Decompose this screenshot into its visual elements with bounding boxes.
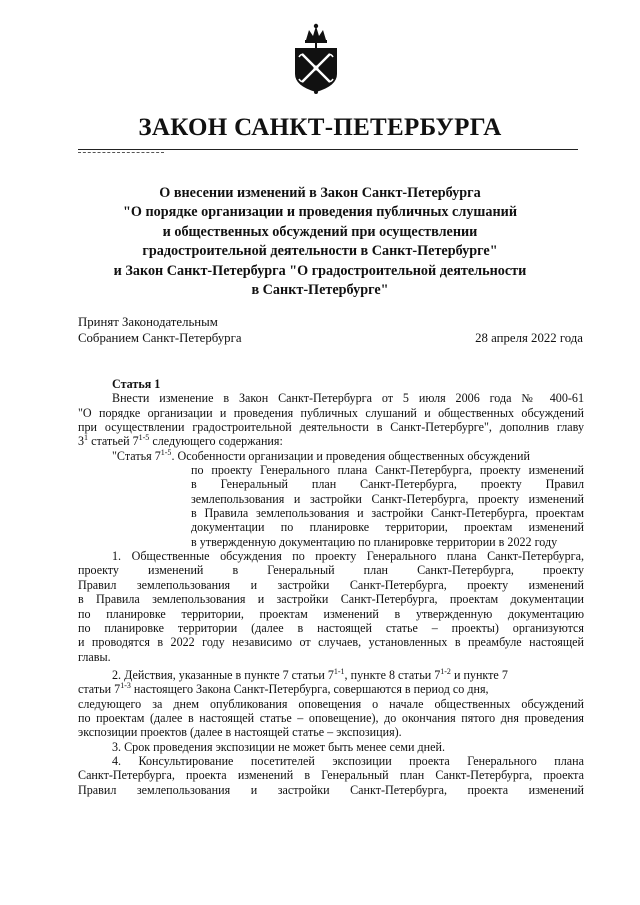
text-line: и проводятся в 2022 году независимо от случаев, установленных в преамбуле настоящей [78,635,584,650]
law-title: ЗАКОН САНКТ-ПЕТЕРБУРГА [138,114,502,141]
text-line: в Правила землепользования и застройки Санкт-Петербурга, проектам документации [78,592,584,607]
text-line: Правил землепользования и застройки Санкт-Петербурга, проекту изменений [78,577,584,592]
text-line: проекту изменений в Генеральный план Санкт-Петербурга, проекту [78,563,584,578]
text-line: следующего за днем опубликования оповещения о начале общественных обсуждений [78,696,584,711]
subject-line: "О порядке организации и проведения публичных слушаний [122,204,517,221]
text-line: 3. Срок проведения экспозиции не может быть менее семи дней. [112,739,445,754]
quote-line: по проекту Генерального плана Санкт-Петербурга, проекту изменений [191,463,584,478]
text-line: при осуществлении градостроительной деятельности в Санкт-Петербурге", дополнив главу [78,420,584,435]
quote-line: в утвержденную документацию по планировке территории в 2022 году [191,534,558,549]
law-subject-heading [90,184,550,300]
title-dashed-rule [78,152,164,153]
quote-line: в Генеральный план Санкт-Петербурга, проекту Правил [191,477,584,492]
spb-coat-of-arms-icon [289,22,343,96]
text-line: Правил землепользования и застройки Санкт-Петербурга, проекта изменений [78,782,584,797]
quote-line: в Правила землепользования и застройки Санкт-Петербурга, проектам [191,506,584,521]
adoption-line: Собранием Санкт-Петербурга [78,331,242,345]
subject-line: О внесении изменений в Закон Санкт-Петербурга [159,185,481,201]
article-body [78,377,584,797]
text-line: "О порядке организации и проведения публичных слушаний и общественных обсуждений [78,405,584,420]
adoption-line: Принят Законодательным [78,315,218,329]
text-line: Внести изменение в Закон Санкт-Петербурга от 5 июля 2006 года № 400-61 [112,391,584,406]
text-line: 2. Действия, указанные в пункте 7 статьи 7$^{1-1}$, пункте 8 статьи 7$^{1-2}$ и пункте 7 [112,666,508,682]
subject-line: градостроительной деятельности в Санкт-Петербурге" [142,243,498,260]
text-line: Санкт-Петербурга, проекта изменений в Генеральный план Санкт-Петербурга, проекта [78,768,584,783]
text-line: главы. [78,649,111,664]
text-line: по проектам (далее в настоящей статье – оповещение), до окончания пятого дня проведения [78,710,584,725]
adoption-statement [78,314,242,346]
quote-line: "Статья 7$^{1-5}$. Особенности организации и проведения общественных обсуждений [112,447,530,463]
text-line: $3^1$ статьей 7$^{1-5}$ следующего содержания: [78,433,283,449]
quote-line: землепользования и застройки Санкт-Петербурга, проекту изменений [191,491,584,506]
subject-line: и общественных обсуждений при осуществлении [162,223,478,240]
text-line: по планировке территории, проектам изменений в утвержденную документацию [78,606,584,621]
article-heading: Статья 1 [112,377,161,391]
text-line: экспозиции проектов (далее в настоящей статье – экспозиция). [78,725,402,740]
text-line: 4. Консультирование посетителей экспозиции проекта Генерального плана [112,753,584,768]
text-line: 1. Общественные обсуждения по проекту Генерального плана Санкт-Петербурга, [112,549,584,564]
subject-line: и Закон Санкт-Петербурга "О градостроительной деятельности [113,262,527,279]
quote-line: документации по планировке территории, проектам изменений [191,520,584,535]
text-line: статьи 7$^{1-3}$ настоящего Закона Санкт-Петербурга, совершаются в период со дня, [78,681,489,697]
adoption-date: 28 апреля 2022 года [475,331,583,345]
subject-line: в Санкт-Петербурге" [251,282,389,299]
text-line: по планировке территории (далее в настоящей статье – проекты) организуются [78,620,584,635]
title-underline [78,149,578,150]
